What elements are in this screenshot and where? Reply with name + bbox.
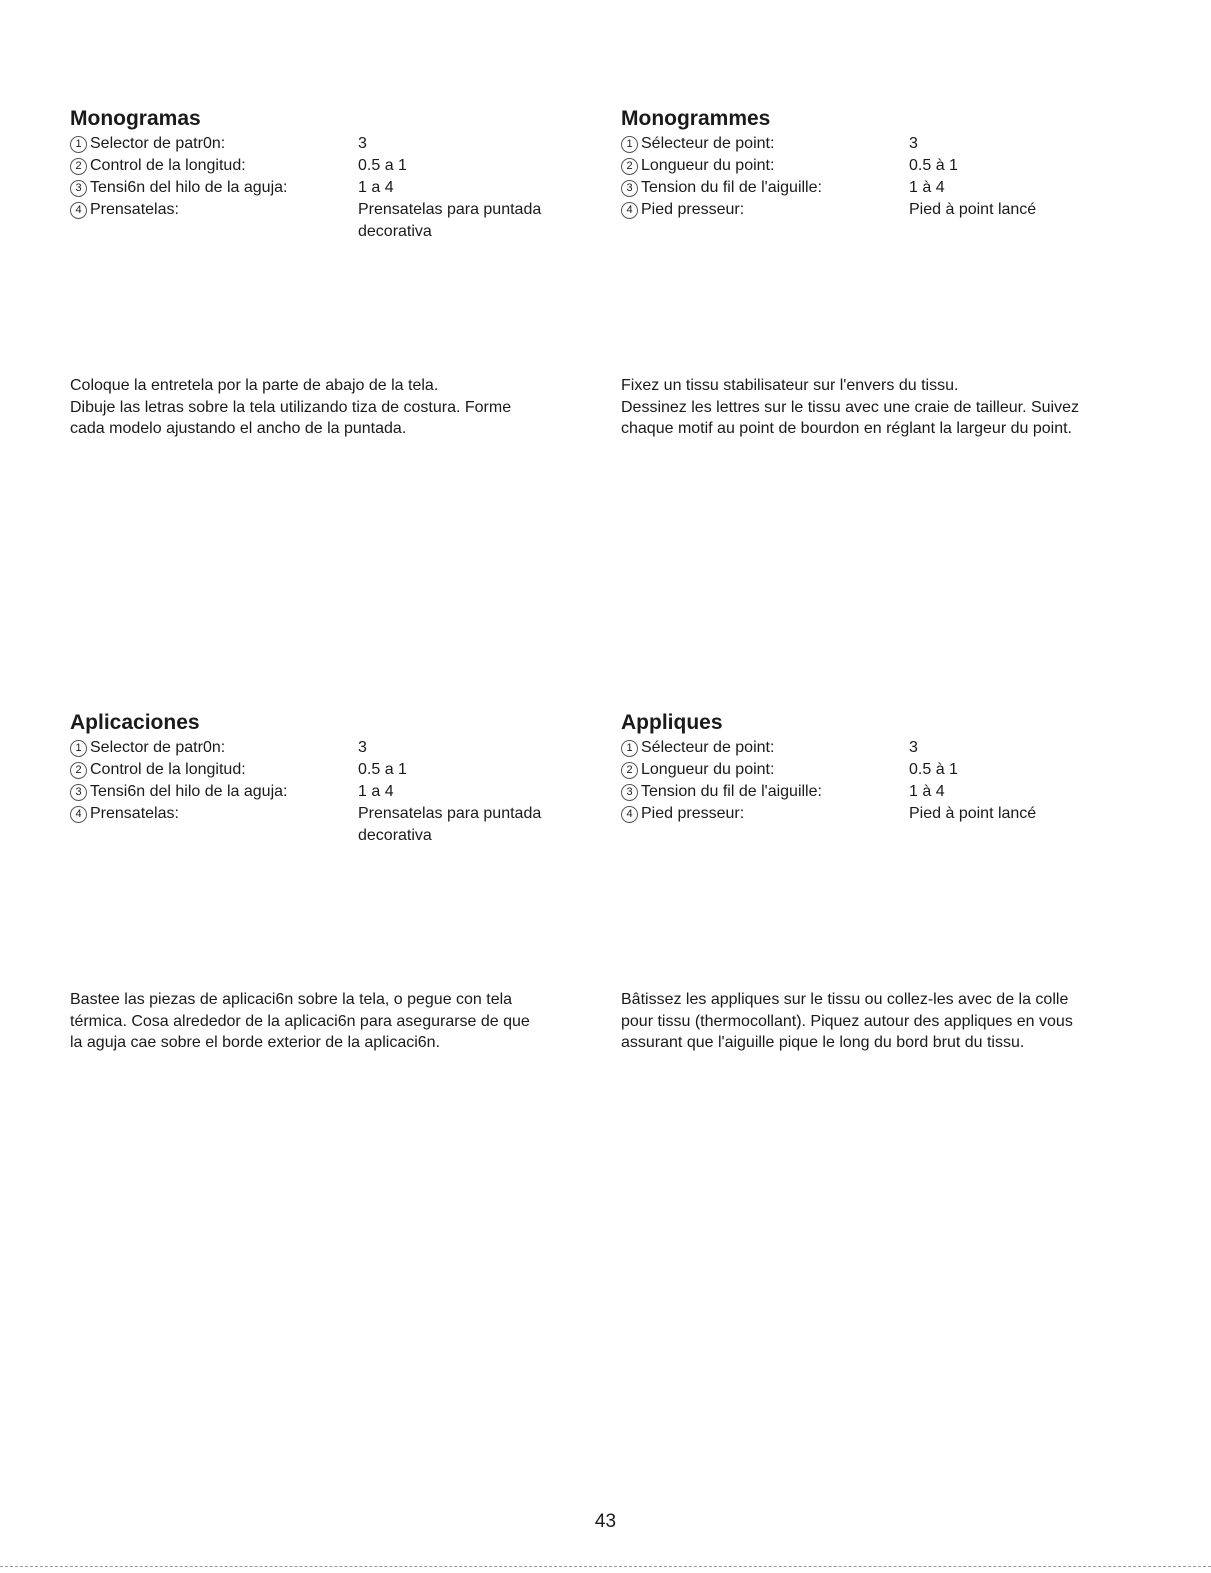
setting-label: 1 Selector de patr0n: <box>70 133 358 155</box>
setting-label: 4 Prensatelas: <box>70 803 358 847</box>
setting-label: 2 Control de la longitud: <box>70 155 358 177</box>
number-4-icon: 4 <box>70 202 87 219</box>
setting-value: 0.5 a 1 <box>358 761 407 778</box>
setting-value: 0.5 à 1 <box>909 157 958 174</box>
section-appliques <box>621 712 1151 825</box>
setting-value: Prensatelas para puntada decorativa <box>358 201 542 240</box>
setting-label: 2 Longueur du point: <box>621 155 909 177</box>
setting-value: 0.5 à 1 <box>909 761 958 778</box>
setting-value: Pied à point lancé <box>909 805 1037 822</box>
setting-value: Prensatelas para puntada decorativa <box>358 805 542 844</box>
setting-value: 0.5 a 1 <box>358 157 407 174</box>
number-4-icon: 4 <box>621 806 638 823</box>
number-3-icon: 3 <box>70 180 87 197</box>
number-4-icon: 4 <box>70 806 87 823</box>
settings-list <box>70 133 600 243</box>
setting-label: 3 Tensi6n del hilo de la aguja: <box>70 177 358 199</box>
setting-value: 3 <box>358 135 367 152</box>
number-1-icon: 1 <box>70 740 87 757</box>
setting-value: 1 à 4 <box>909 783 945 800</box>
section-title: Monogrammes <box>621 107 771 130</box>
number-2-icon: 2 <box>621 158 638 175</box>
section-title: Monogramas <box>70 107 201 130</box>
monogram-instructions-es: Coloque la entretela por la parte de abajo de la tela. Dibuje las letras sobre la tela utilizando tiza de costura. Forme cada modelo ajustando el ancho de la puntada. <box>70 377 512 437</box>
page-number: 43 <box>594 1511 617 1532</box>
section-monogramas <box>70 108 600 243</box>
monogram-instructions-fr: Fixez un tissu stabilisateur sur l'envers du tissu. Dessinez les lettres sur le tissu avec une craie de tailleur. Suivez chaque motif au point de bourdon en réglant la largeur du point. <box>621 377 1079 437</box>
settings-list <box>621 133 1151 221</box>
applique-instructions-es: Bastee las piezas de aplicaci6n sobre la tela, o pegue con tela térmica. Cosa alrededor de la aplicaci6n para asegurarse de que la aguja cae sobre el borde exterior de la aplicaci6n. <box>70 991 530 1051</box>
setting-label: 3 Tension du fil de l'aiguille: <box>621 177 909 199</box>
number-1-icon: 1 <box>70 136 87 153</box>
setting-value: 1 à 4 <box>909 179 945 196</box>
section-aplicaciones <box>70 712 600 847</box>
setting-label: 2 Control de la longitud: <box>70 759 358 781</box>
section-title: Appliques <box>621 711 723 734</box>
number-4-icon: 4 <box>621 202 638 219</box>
setting-label: 1 Sélecteur de point: <box>621 737 909 759</box>
setting-value: 3 <box>909 739 918 756</box>
footer-rule <box>0 1566 1211 1567</box>
number-3-icon: 3 <box>621 784 638 801</box>
section-title: Aplicaciones <box>70 711 200 734</box>
setting-label: 4 Prensatelas: <box>70 199 358 243</box>
number-3-icon: 3 <box>621 180 638 197</box>
number-3-icon: 3 <box>70 784 87 801</box>
setting-label: 4 Pied presseur: <box>621 199 909 221</box>
number-1-icon: 1 <box>621 136 638 153</box>
setting-label: 1 Selector de patr0n: <box>70 737 358 759</box>
number-2-icon: 2 <box>621 762 638 779</box>
setting-label: 2 Longueur du point: <box>621 759 909 781</box>
setting-value: 1 a 4 <box>358 783 394 800</box>
setting-value: Pied à point lancé <box>909 201 1037 218</box>
setting-label: 3 Tensi6n del hilo de la aguja: <box>70 781 358 803</box>
setting-label: 4 Pied presseur: <box>621 803 909 825</box>
setting-value: 3 <box>358 739 367 756</box>
settings-list <box>621 737 1151 825</box>
setting-value: 3 <box>909 135 918 152</box>
setting-value: 1 a 4 <box>358 179 394 196</box>
setting-label: 1 Sélecteur de point: <box>621 133 909 155</box>
section-monogrammes <box>621 108 1151 221</box>
applique-instructions-fr: Bâtissez les appliques sur le tissu ou collez-les avec de la colle pour tissu (thermocollant). Piquez autour des appliques en vous assurant que l'aiguille pique le long du bord brut du tissu. <box>621 991 1073 1051</box>
number-1-icon: 1 <box>621 740 638 757</box>
number-2-icon: 2 <box>70 762 87 779</box>
setting-label: 3 Tension du fil de l'aiguille: <box>621 781 909 803</box>
number-2-icon: 2 <box>70 158 87 175</box>
settings-list <box>70 737 600 847</box>
